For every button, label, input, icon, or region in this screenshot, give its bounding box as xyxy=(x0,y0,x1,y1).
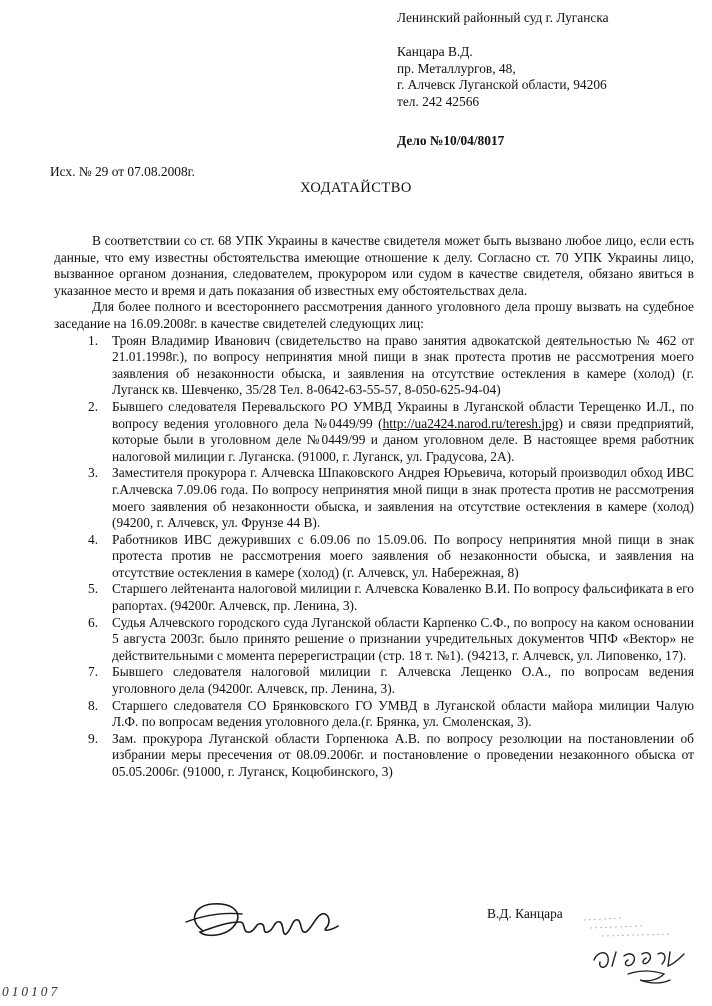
court-name: Ленинский районный суд г. Луганска xyxy=(397,10,609,25)
list-item xyxy=(54,615,694,665)
witness-list xyxy=(54,333,694,781)
sender-street: пр. Металлургов, 48, xyxy=(397,60,516,76)
sender-name: Канцара В.Д. xyxy=(397,44,473,59)
list-item xyxy=(54,532,694,582)
list-item-text-before: Бывшего следователя Перевальского РО УМВД Украины в Луганской области Терещенко И.Л., по вопросу ведения уголовного дела №0449/99 ( xyxy=(112,398,694,431)
list-item-text: Работников ИВС дежуривших с 6.09.06 по 15.09.06. По вопросу непринятия мной пищи в знак протеста против не рассмотрения моего заявления об незаконности обыска, и заявления на отсутствие остекления в камере (холод) (г. Алчевск, ул. Набережная, 8) xyxy=(112,531,694,580)
list-number: 9. xyxy=(88,730,99,746)
sender-city: г. Алчевск Луганской области, 94206 xyxy=(397,77,607,92)
paragraph-request: Для более полного и всестороннего рассмотрения данного уголовного дела прошу вызвать на судебное заседание на 16.09.2008г. в качестве свидетелей следующих лиц: xyxy=(54,299,694,331)
list-item xyxy=(54,664,694,697)
list-item xyxy=(54,465,694,531)
document-body xyxy=(54,233,694,781)
list-number: 1. xyxy=(88,332,99,348)
case-number: Дело №10/04/8017 xyxy=(397,133,505,148)
signer-name: В.Д. Канцара xyxy=(487,906,563,921)
sender-phone: тел. 242 42566 xyxy=(397,93,480,109)
outgoing-reference: Исх. № 29 от 07.08.2008г. xyxy=(50,164,195,179)
list-number: 3. xyxy=(88,465,99,481)
list-number: 6. xyxy=(88,614,99,630)
list-item xyxy=(54,399,694,465)
list-item xyxy=(54,698,694,731)
list-number: 4. xyxy=(88,531,99,547)
paragraph-legal-basis: В соответствии со ст. 68 УПК Украины в качестве свидетеля может быть вызвано любое лицо, если есть данные, что ему известны обстоятельства имеющие отношение к делу. Согласно ст. 70 УПК Украины лицо, вызванное органом дознания, следователем, прокурором или судом в качестве свидетеля, обязано явиться в указанное место и время и дать показания об известных ему обстоятельствах дела. xyxy=(54,233,694,298)
handwritten-date xyxy=(588,940,698,990)
list-item-text: Заместителя прокурора г. Алчевска Шпаковского Андрея Юрьевича, который производил обход ИВС г.Алчевска 7.09.06 года. По вопросу непринятия мной пищи в знак протеста против не рассмотрения моего заявления об незаконности обыска, и заявления на отсутствие остекления в камере (холод) (94200, г. Алчевск, ул. Фрунзе 44 В). xyxy=(112,465,694,531)
list-number: 2. xyxy=(88,398,99,414)
list-item-text-after: ) и связи предприятий, которые были в уголовном деле №0449/99 и даном уголовном деле. В настоящее время работник налоговой милиции г. Луганска. (91000, г. Луганск, ул. Градусова, 2А). xyxy=(112,415,694,464)
list-item-text: Бывшего следователя налоговой милиции г. Алчевска Лещенко О.А., по вопросам ведения уголовного дела (94200г. Алчевск, пр. Ленина, 3). xyxy=(112,664,694,697)
list-item-text: Зам. прокурора Луганской области Горпенюка А.В. по вопросу резолюции на постановлении об избрании меры пресечения от 08.09.2006г. и постановление о проведении незаконного обыска от 05.05.2006г. (91000, г. Луганск, Коцюбинского, 3) xyxy=(112,730,694,779)
list-item-text: Троян Владимир Иванович (свидетельство на право занятия адвокатской деятельностью № 462 от 21.01.1998г.), по вопросу непринятия мной пищи в знак протеста против не рассмотрения моего заявления об незаконности обыска, и заявления на отсутствие остекления в камере (холод) (г. Луганск кв. Шевченко, 35/28 Тел. 8-0642-63-55-57, 8-050-625-94-04) xyxy=(112,332,694,398)
handwritten-signature xyxy=(182,892,352,952)
list-number: 5. xyxy=(88,581,99,597)
list-item-text: Старшего следователя СО Брянковского ГО УМВД в Луганской области майора милиции Чалую Л.Ф. по вопросам ведения уголовного дела.(г. Брянка, ул. Смоленская, 3). xyxy=(112,697,694,730)
evidence-link[interactable]: http://ua2424.narod.ru/teresh.jpg xyxy=(382,415,559,431)
page-mark-number: 010107 xyxy=(2,984,61,999)
list-number: 7. xyxy=(88,664,99,680)
list-item xyxy=(54,581,694,614)
document-title: ХОДАТАЙСТВО xyxy=(300,180,412,196)
list-number: 8. xyxy=(88,697,99,713)
list-item xyxy=(54,333,694,399)
list-item-text: Судья Алчевского городского суда Луганской области Карпенко С.Ф., по вопросу на каком основании 5 августа 2003г. было принято решение о признании учредительных документов ЧПФ «Вектор» не действительными с момента перерегистрации (стр. 18 т. №1). (94213, г. Алчевск, ул. Липовенко, 17). xyxy=(112,614,694,663)
sender-block xyxy=(397,44,607,110)
list-item xyxy=(54,731,694,781)
list-item-text: Старшего лейтенанта налоговой милиции г. Алчевска Коваленко В.И. По вопросу фальсификата в его рапортах. (94200г. Алчевск, пр. Ленина, 3). xyxy=(112,581,694,614)
